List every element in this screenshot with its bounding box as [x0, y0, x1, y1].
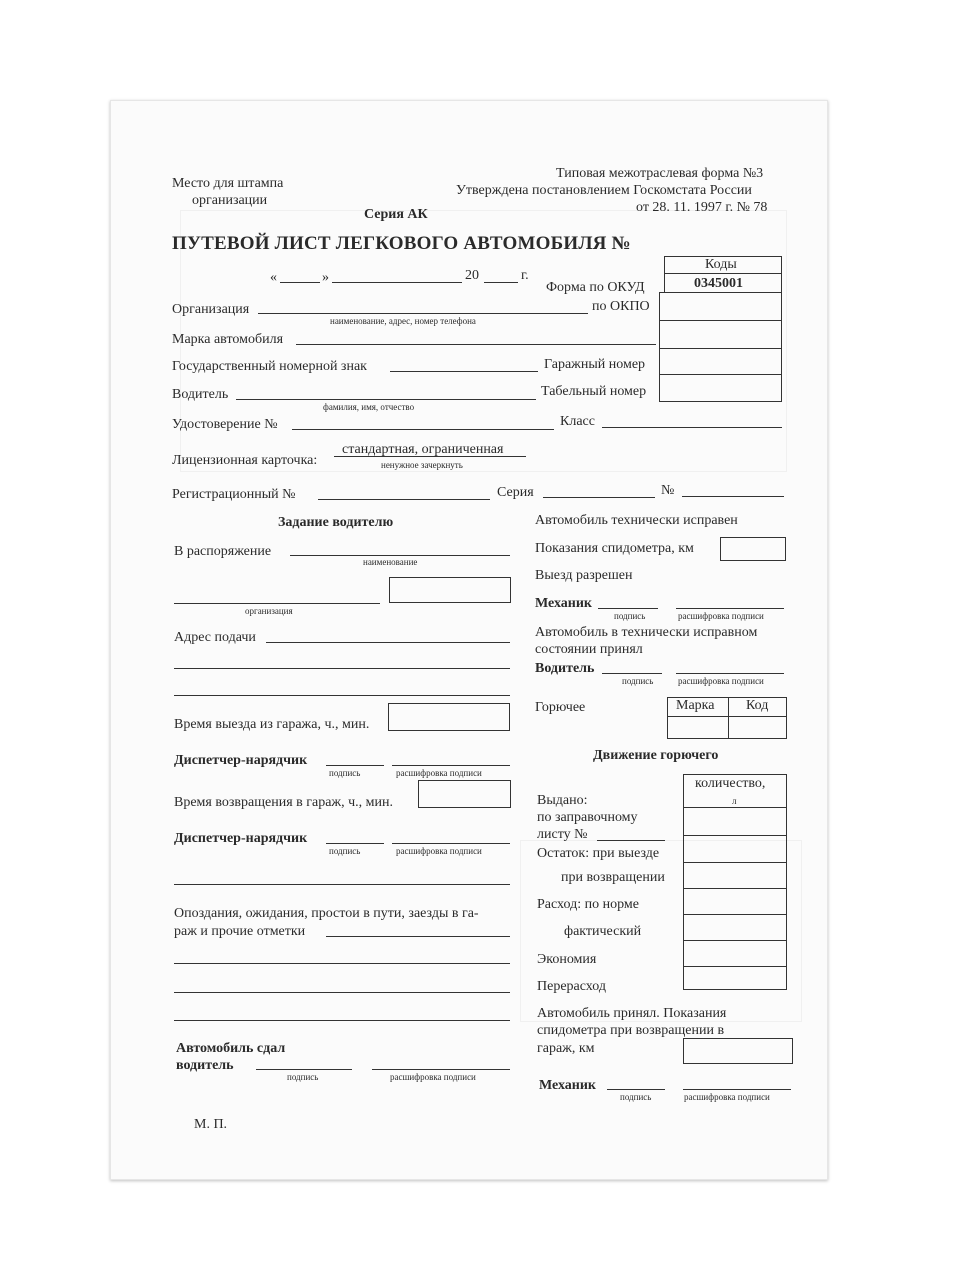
plate-field[interactable]	[390, 371, 538, 372]
qty-divider	[683, 862, 787, 863]
approval-date: от 28. 11. 1997 г. № 78	[636, 200, 768, 215]
reg-no-label: Регистрационный №	[172, 487, 296, 502]
delays-field-3[interactable]	[174, 992, 510, 993]
handed-sign-hint: подпись	[287, 1072, 319, 1082]
return-time-label: Время возвращения в гараж, ч., мин.	[174, 795, 393, 810]
address-field-3[interactable]	[174, 695, 510, 696]
delays-field-4[interactable]	[174, 1020, 510, 1021]
issued-label: Выдано:	[537, 793, 588, 808]
tech-ok-label: Автомобиль технически исправен	[535, 513, 738, 528]
codes-divider	[659, 348, 782, 349]
speedo-box[interactable]	[720, 537, 786, 561]
dispatcher1-decode-field[interactable]	[392, 765, 510, 766]
form-sheet	[110, 100, 828, 1180]
by-card-label-1: по заправочному	[537, 810, 638, 825]
fuel-movement-heading: Движение горючего	[593, 748, 719, 763]
final-label-2: спидометра при возвращении в	[537, 1023, 725, 1038]
stamp-mp: М. П.	[194, 1117, 228, 1132]
driver-hint: фамилия, имя, отчество	[323, 402, 415, 412]
qty-divider	[683, 835, 787, 836]
overuse-label: Перерасход	[537, 979, 606, 994]
delays-field-1[interactable]	[326, 936, 510, 937]
by-card-label-2: листу №	[537, 827, 588, 842]
return-time-box[interactable]	[418, 780, 511, 808]
qty-header-1: количество,	[695, 776, 766, 791]
dispatcher1-decode-hint: расшифровка подписи	[396, 768, 482, 778]
fuel-brand-header: Марка	[676, 698, 715, 713]
garage-no-label: Гаражный номер	[544, 357, 646, 372]
stamp-place-label: Место для штампа	[172, 176, 284, 191]
handed-sign-field[interactable]	[256, 1069, 352, 1070]
exit-allowed-label: Выезд разрешен	[535, 568, 633, 583]
car-brand-field[interactable]	[296, 344, 656, 345]
dispatcher1-sign-hint: подпись	[329, 768, 361, 778]
notes-line-0[interactable]	[174, 884, 510, 885]
address-field-1[interactable]	[266, 642, 510, 643]
license-card-hint: ненужное зачеркнуть	[381, 460, 463, 470]
stamp-org-label: организации	[192, 193, 268, 208]
driver2-decode-field[interactable]	[676, 673, 784, 674]
consumption-actual-label: фактический	[564, 924, 642, 939]
accepted-label-1: Автомобиль в технически исправном	[535, 625, 758, 640]
accepted-label-2: состоянии принял	[535, 642, 643, 657]
date-quote-close: »	[322, 270, 329, 285]
qty-divider	[683, 888, 787, 889]
organization-label: Организация	[172, 302, 250, 317]
disposal-org-field[interactable]	[174, 603, 380, 604]
page-title: ПУТЕВОЙ ЛИСТ ЛЕГКОВОГО АВТОМОБИЛЯ №	[172, 233, 631, 254]
handed-decode-field[interactable]	[372, 1069, 510, 1070]
mechanic-sign-hint: подпись	[614, 611, 646, 621]
reg-no-field[interactable]	[318, 499, 490, 500]
final-label-1: Автомобиль принял. Показания	[537, 1006, 727, 1021]
mechanic-label: Механик	[535, 596, 592, 611]
address-field-2[interactable]	[174, 668, 510, 669]
plate-label: Государственный номерной знак	[172, 359, 367, 374]
dispatcher2-sign-field[interactable]	[326, 843, 384, 844]
final-speedo-box[interactable]	[683, 1038, 793, 1064]
mechanic-decode-field[interactable]	[676, 608, 784, 609]
qty-divider	[683, 940, 787, 941]
fuel-label: Горючее	[535, 700, 586, 715]
handed-decode-hint: расшифровка подписи	[390, 1072, 476, 1082]
codes-divider	[659, 374, 782, 375]
disposal-label: В распоряжение	[174, 544, 272, 559]
tab-no-label: Табельный номер	[541, 384, 647, 399]
address-label: Адрес подачи	[174, 630, 256, 645]
qty-divider	[683, 966, 787, 967]
task-heading: Задание водителю	[278, 515, 394, 530]
mechanic-decode-hint: расшифровка подписи	[678, 611, 764, 621]
fuel-table-divider	[667, 716, 787, 717]
date-quote-open: «	[270, 270, 277, 285]
fuel-table-divider	[728, 697, 729, 739]
mechanic2-sign-field[interactable]	[607, 1089, 665, 1090]
remain-exit-label: Остаток: при выезде	[537, 846, 660, 861]
driver-label: Водитель	[172, 387, 229, 402]
mechanic2-sign-hint: подпись	[620, 1092, 652, 1102]
reg-number-label: №	[661, 483, 675, 498]
disposal-org-hint: организация	[245, 606, 293, 616]
final-label-3: гараж, км	[537, 1041, 595, 1056]
codes-divider	[659, 320, 782, 321]
consumption-norm-label: Расход: по норме	[537, 897, 639, 912]
okud-label: Форма по ОКУД	[546, 280, 645, 295]
delays-label-2: раж и прочие отметки	[174, 924, 306, 939]
mechanic2-decode-hint: расшифровка подписи	[684, 1092, 770, 1102]
class-label: Класс	[560, 414, 595, 429]
date-year-prefix: 20	[465, 268, 479, 283]
dispatcher2-decode-field[interactable]	[392, 843, 510, 844]
license-card-label: Лицензионная карточка:	[172, 453, 318, 468]
disposal-field[interactable]	[290, 555, 510, 556]
dispatcher2-sign-hint: подпись	[329, 846, 361, 856]
mechanic-sign-field[interactable]	[598, 608, 658, 609]
handed-label-1: Автомобиль сдал	[176, 1041, 286, 1056]
speedo-label: Показания спидометра, км	[535, 541, 694, 556]
date-year-field[interactable]	[484, 282, 518, 283]
delays-field-2[interactable]	[174, 963, 510, 964]
codes-column	[659, 292, 782, 402]
remain-return-label: при возвращении	[561, 870, 665, 885]
delays-label-1: Опоздания, ожидания, простои в пути, заезды в га-	[174, 906, 479, 921]
fuel-code-header: Код	[746, 698, 769, 713]
qty-divider	[683, 914, 787, 915]
license-card-value: стандартная, ограниченная	[342, 442, 504, 457]
okud-value: 0345001	[694, 276, 743, 291]
mechanic2-decode-field[interactable]	[683, 1089, 791, 1090]
organization-field[interactable]	[258, 313, 588, 314]
qty-header-2: л	[732, 796, 737, 806]
driver2-label: Водитель	[535, 661, 595, 676]
dispatcher1-sign-field[interactable]	[326, 765, 384, 766]
driver-field[interactable]	[236, 399, 536, 400]
date-day-field[interactable]	[280, 282, 320, 283]
license-label: Удостоверение №	[172, 417, 278, 432]
reg-series-field[interactable]	[543, 497, 655, 498]
organization-hint: наименование, адрес, номер телефона	[330, 316, 476, 326]
handed-label-2: водитель	[176, 1058, 234, 1073]
series-label: Серия АК	[364, 207, 428, 222]
economy-label: Экономия	[537, 952, 597, 967]
form-type: Типовая межотраслевая форма №3	[556, 166, 764, 181]
license-card-field[interactable]	[334, 456, 526, 457]
class-field[interactable]	[602, 427, 782, 428]
driver2-sign-field[interactable]	[602, 673, 662, 674]
reg-series-label: Серия	[497, 485, 534, 500]
mechanic2-label: Механик	[539, 1078, 596, 1093]
codes-header: Коды	[705, 257, 737, 272]
by-card-number-field[interactable]	[597, 840, 665, 841]
dispatcher2-decode-hint: расшифровка подписи	[396, 846, 482, 856]
license-field[interactable]	[292, 429, 554, 430]
approval-text: Утверждена постановлением Госкомстата России	[456, 183, 752, 198]
dispatcher1-label: Диспетчер-нарядчик	[174, 753, 308, 768]
okpo-label: по ОКПО	[592, 299, 650, 314]
dep-time-box[interactable]	[388, 703, 510, 731]
disposal-name-hint: наименование	[363, 557, 418, 567]
driver2-decode-hint: расшифровка подписи	[678, 676, 764, 686]
date-year-suffix: г.	[521, 268, 529, 283]
dep-time-label: Время выезда из гаража, ч., мин.	[174, 717, 370, 732]
dispatcher2-label: Диспетчер-нарядчик	[174, 831, 308, 846]
reg-number-field[interactable]	[682, 496, 784, 497]
disposal-code-box[interactable]	[389, 577, 511, 603]
car-brand-label: Марка автомобиля	[172, 332, 284, 347]
date-month-field[interactable]	[332, 282, 462, 283]
driver2-sign-hint: подпись	[622, 676, 654, 686]
